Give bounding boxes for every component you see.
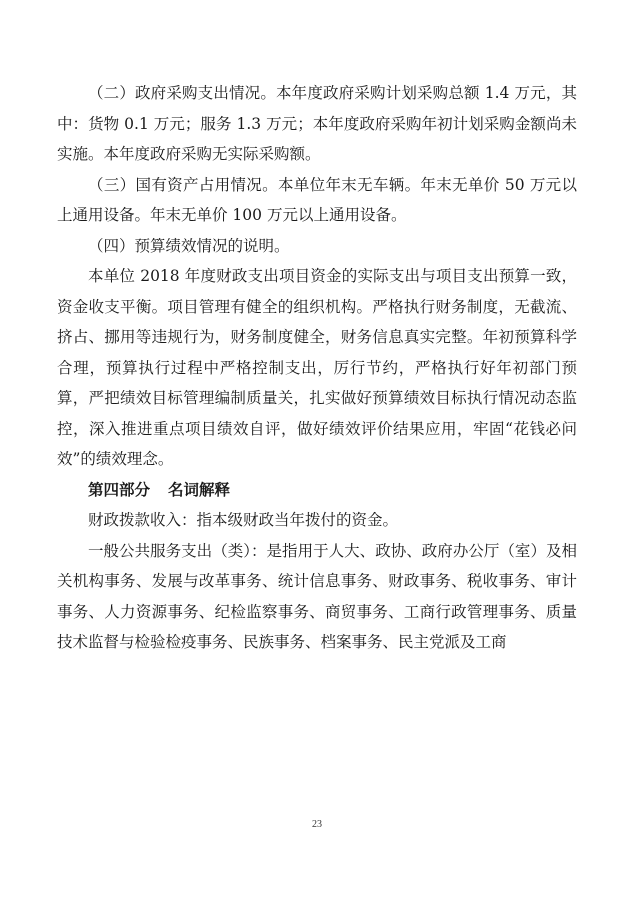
paragraph-performance-heading: （四）预算绩效情况的说明。 [88, 236, 290, 255]
paragraph-assets: （三）国有资产占用情况。本单位年末无车辆。年末无单价 50 万元以上通用设备。年末无单价 100 万元以上通用设备。 [57, 175, 577, 224]
section-title: 名词解释 [168, 480, 231, 499]
section-heading [57, 475, 577, 506]
paragraph-procurement: （二）政府采购支出情况。本年度政府采购计划采购总额 1.4 万元，其中：货物 0.1 万元；服务 1.3 万元；本年度政府采购年初计划采购金额尚未实施。本年度政府采购无实际采购额。 [57, 84, 577, 163]
page-number: 23 [312, 819, 322, 830]
section-number: 第四部分 [88, 480, 151, 499]
paragraph-performance-body: 本单位 2018 年度财政支出项目资金的实际支出与项目支出预算一致，资金收支平衡。项目管理有健全的组织机构。严格执行财务制度，无截流、挤占、挪用等违规行为，财务制度健全，财务信息真实完整。年初预算科学合理，预算执行过程中严格控制支出，厉行节约，严格执行好年初部门预算，严把绩效目标管理编制质量关，扎实做好预算绩效目标执行情况动态监控，深入推进重点项目绩效自评，做好绩效评价结果应用，牢固“花钱必问效”的绩效理念。 [57, 267, 577, 468]
paragraph-fiscal-allocation: 财政拨款收入：指本级财政当年拨付的资金。 [88, 511, 399, 529]
document-body [57, 78, 577, 658]
paragraph-general-public-services: 一般公共服务支出（类）：是指用于人大、政协、政府办公厅（室）及相关机构事务、发展与改革事务、统计信息事务、财政事务、税收事务、审计事务、人力资源事务、纪检监察事务、商贸事务、工商行政管理事务、质量技术监督与检验检疫事务、民族事务、档案事务、民主党派及工商 [57, 541, 577, 651]
